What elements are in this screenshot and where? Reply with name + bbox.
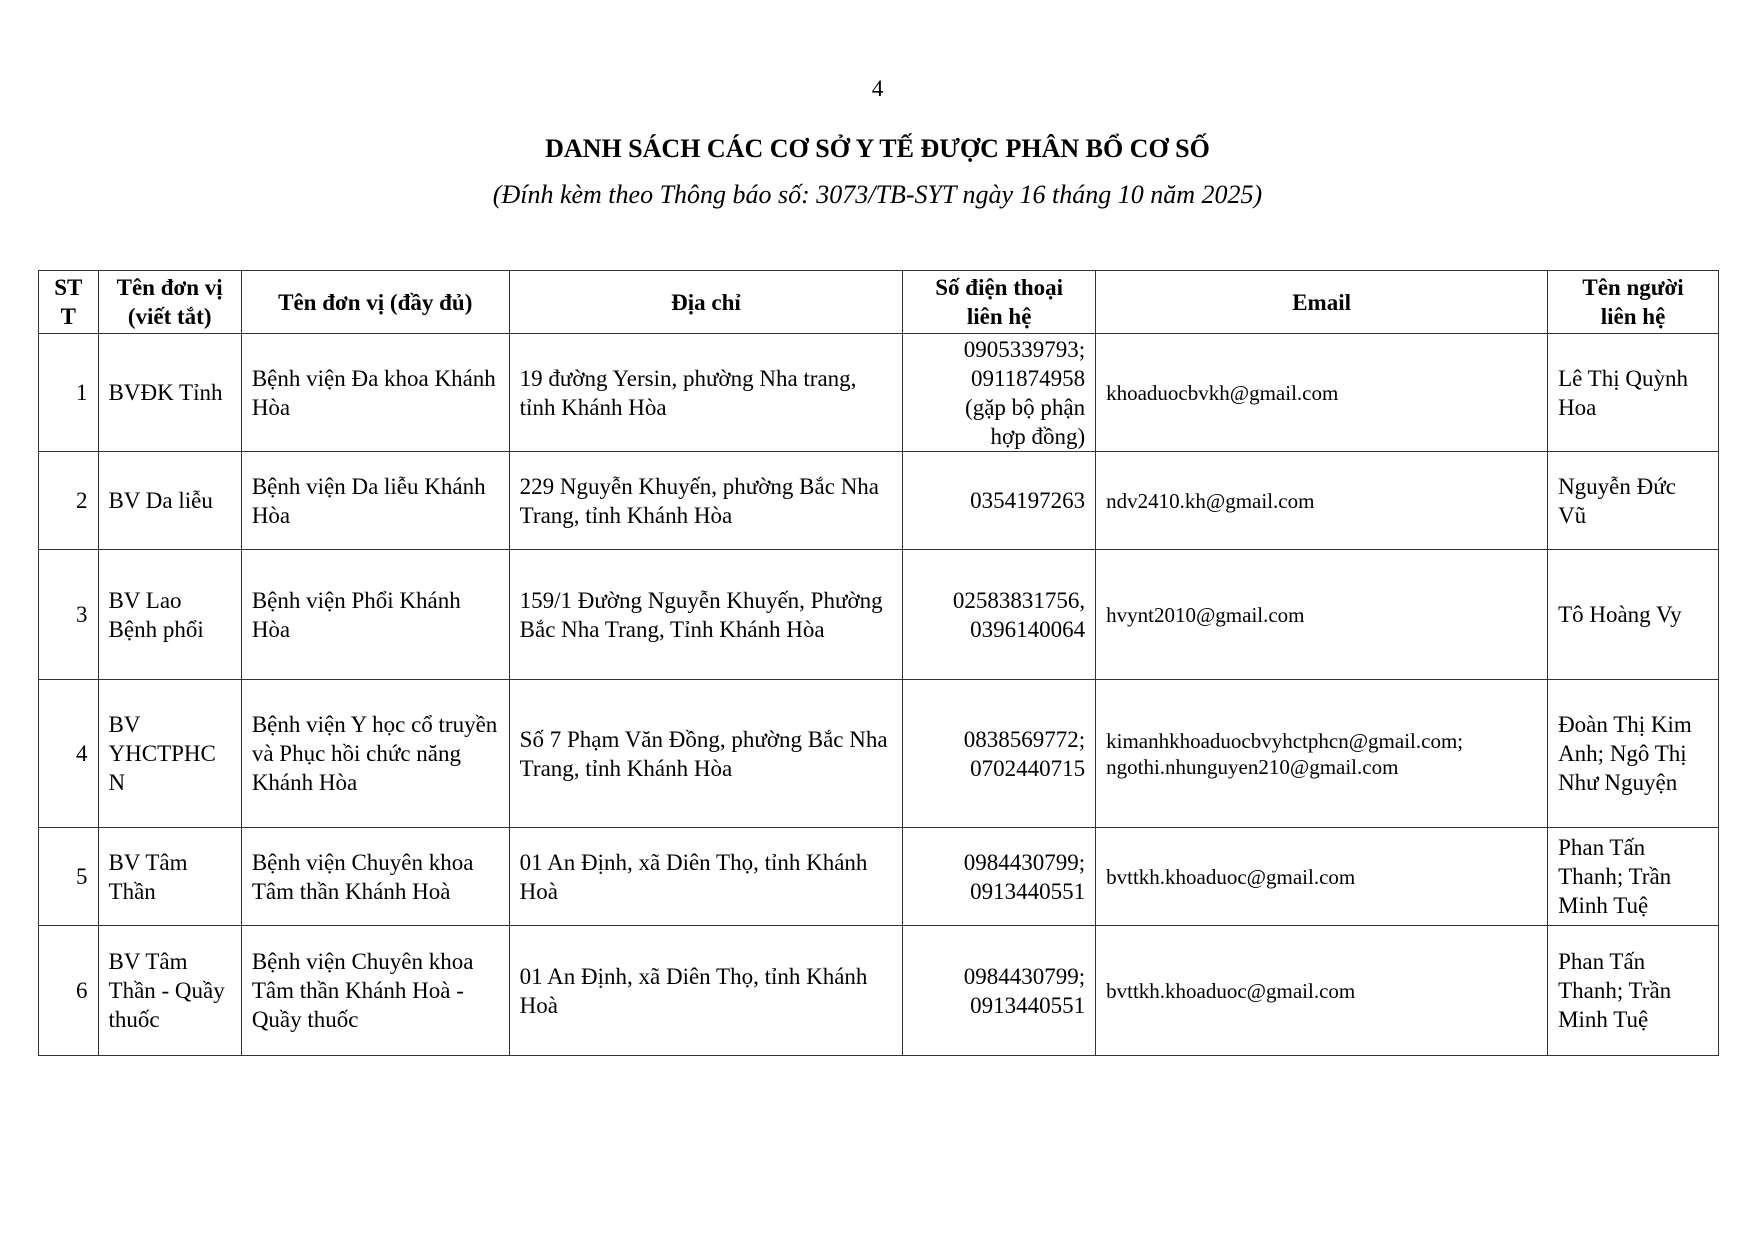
cell-email: ndv2410.kh@gmail.com xyxy=(1096,452,1548,550)
header-contact: Tên người liên hệ xyxy=(1548,271,1719,334)
cell-address: Số 7 Phạm Văn Đồng, phường Bắc Nha Trang, tỉnh Khánh Hòa xyxy=(509,680,903,828)
cell-address: 229 Nguyễn Khuyến, phường Bắc Nha Trang, tỉnh Khánh Hòa xyxy=(509,452,903,550)
document-subtitle: (Đính kèm theo Thông báo số: 3073/TB-SYT ngày 16 tháng 10 năm 2025) xyxy=(492,180,1263,209)
cell-email: bvttkh.khoaduoc@gmail.com xyxy=(1096,828,1548,926)
cell-stt: 5 xyxy=(39,828,99,926)
table-row xyxy=(39,828,1719,926)
cell-full-name: Bệnh viện Đa khoa Khánh Hòa xyxy=(241,334,509,452)
facility-table xyxy=(38,270,1719,1056)
cell-contact: Đoàn Thị Kim Anh; Ngô Thị Như Nguyện xyxy=(1548,680,1719,828)
cell-address: 159/1 Đường Nguyễn Khuyến, Phường Bắc Nha Trang, Tỉnh Khánh Hòa xyxy=(509,550,903,680)
table-row xyxy=(39,926,1719,1056)
header-full-name: Tên đơn vị (đầy đủ) xyxy=(241,271,509,334)
cell-email: khoaduocbvkh@gmail.com xyxy=(1096,334,1548,452)
header-address: Địa chỉ xyxy=(509,271,903,334)
cell-phone: 02583831756, 0396140064 xyxy=(903,550,1096,680)
cell-phone: 0354197263 xyxy=(903,452,1096,550)
cell-address: 01 An Định, xã Diên Thọ, tỉnh Khánh Hoà xyxy=(509,828,903,926)
cell-short-name: BV YHCTPHC N xyxy=(98,680,241,828)
cell-stt: 6 xyxy=(39,926,99,1056)
cell-phone: 0838569772; 0702440715 xyxy=(903,680,1096,828)
cell-short-name: BV Tâm Thần xyxy=(98,828,241,926)
cell-full-name: Bệnh viện Phổi Khánh Hòa xyxy=(241,550,509,680)
cell-full-name: Bệnh viện Chuyên khoa Tâm thần Khánh Hoà - Quầy thuốc xyxy=(241,926,509,1056)
cell-short-name: BVĐK Tỉnh xyxy=(98,334,241,452)
table-header-row xyxy=(39,271,1719,334)
cell-contact: Phan Tấn Thanh; Trần Minh Tuệ xyxy=(1548,926,1719,1056)
cell-full-name: Bệnh viện Chuyên khoa Tâm thần Khánh Hoà xyxy=(241,828,509,926)
cell-short-name: BV Da liễu xyxy=(98,452,241,550)
header-email: Email xyxy=(1096,271,1548,334)
cell-stt: 2 xyxy=(39,452,99,550)
cell-short-name: BV Tâm Thần - Quầy thuốc xyxy=(98,926,241,1056)
cell-stt: 1 xyxy=(39,334,99,452)
cell-email: bvttkh.khoaduoc@gmail.com xyxy=(1096,926,1548,1056)
cell-phone: 0984430799; 0913440551 xyxy=(903,926,1096,1056)
table-row xyxy=(39,680,1719,828)
header-short-name: Tên đơn vị (viết tắt) xyxy=(98,271,241,334)
cell-phone: 0984430799; 0913440551 xyxy=(903,828,1096,926)
document-title: DANH SÁCH CÁC CƠ SỞ Y TẾ ĐƯỢC PHÂN BỔ CƠ SỐ xyxy=(545,134,1210,163)
cell-contact: Tô Hoàng Vy xyxy=(1548,550,1719,680)
table-row xyxy=(39,452,1719,550)
table-row xyxy=(39,334,1719,452)
cell-stt: 4 xyxy=(39,680,99,828)
cell-email: kimanhkhoaduocbvyhctphcn@gmail.com; ngothi.nhunguyen210@gmail.com xyxy=(1096,680,1548,828)
cell-address: 01 An Định, xã Diên Thọ, tỉnh Khánh Hoà xyxy=(509,926,903,1056)
header-phone: Số điện thoại liên hệ xyxy=(903,271,1096,334)
header-stt: STT xyxy=(39,271,99,334)
cell-contact: Lê Thị Quỳnh Hoa xyxy=(1548,334,1719,452)
cell-address: 19 đường Yersin, phường Nha trang, tỉnh Khánh Hòa xyxy=(509,334,903,452)
cell-email: hvynt2010@gmail.com xyxy=(1096,550,1548,680)
cell-full-name: Bệnh viện Da liễu Khánh Hòa xyxy=(241,452,509,550)
cell-full-name: Bệnh viện Y học cổ truyền và Phục hồi chức năng Khánh Hòa xyxy=(241,680,509,828)
table-row xyxy=(39,550,1719,680)
page-number: 4 xyxy=(871,76,884,101)
cell-short-name: BV Lao Bệnh phổi xyxy=(98,550,241,680)
cell-contact: Phan Tấn Thanh; Trần Minh Tuệ xyxy=(1548,828,1719,926)
cell-phone: 0905339793; 0911874958 (gặp bộ phận hợp đồng) xyxy=(903,334,1096,452)
cell-contact: Nguyễn Đức Vũ xyxy=(1548,452,1719,550)
cell-stt: 3 xyxy=(39,550,99,680)
